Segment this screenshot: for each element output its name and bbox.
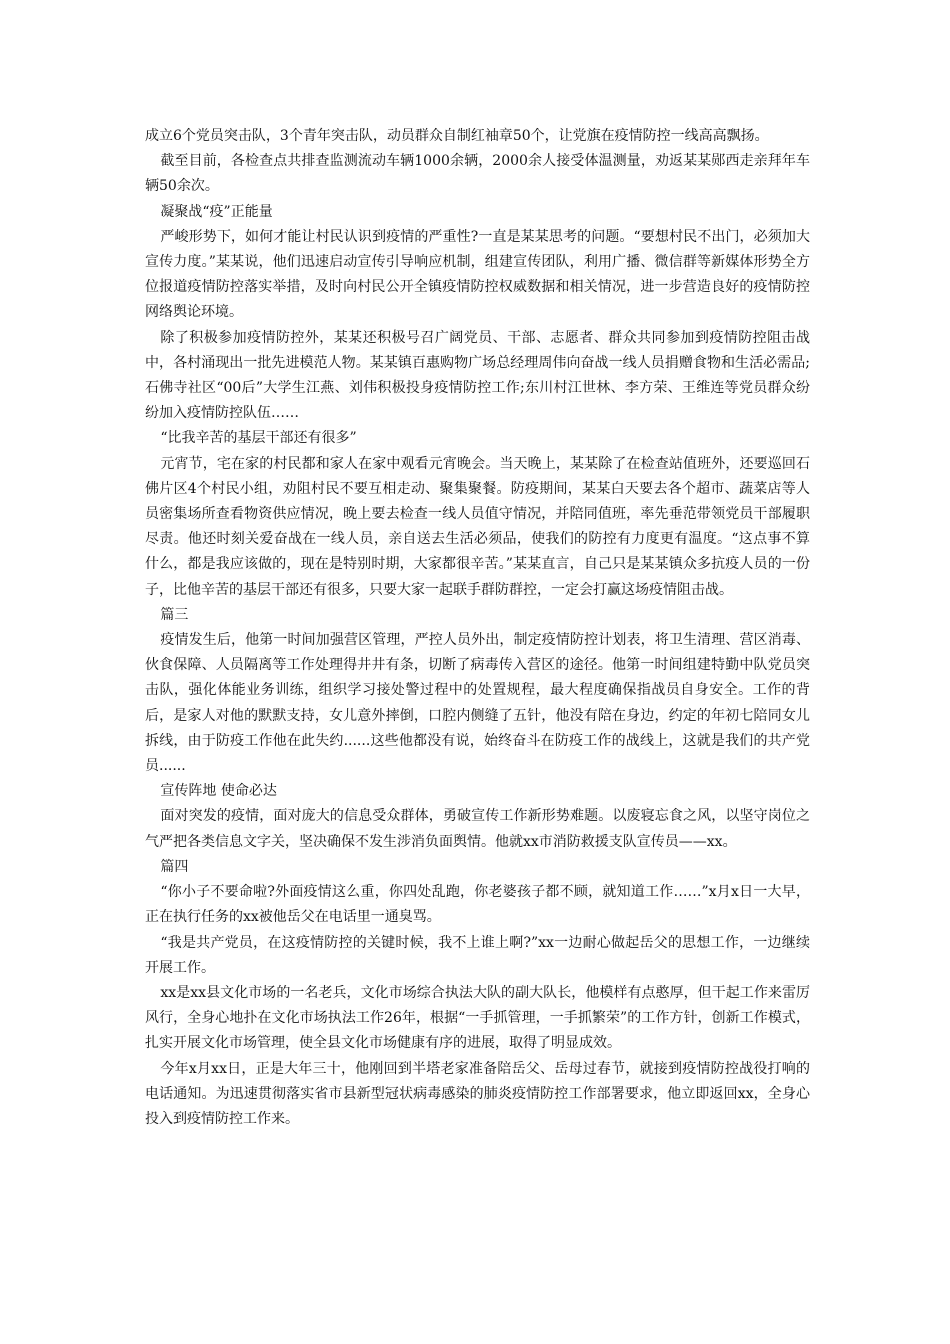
paragraph: 疫情发生后，他第一时间加强营区管理，严控人员外出，制定疫情防控计划表，将卫生清理、营区消毒、伙食保障、人员隔离等工作处理得井井有条，切断了病毒传入营区的途径。他第一时间组建特勤中队党员突击队，强化体能业务训练，组织学习接处警过程中的处置规程，最大程度确保指战员自身安全。工作的背后，是家人对他的默默支持，女儿意外摔倒，口腔内侧缝了五针，他没有陪在身边，约定的年初七陪同女儿拆线，由于防疫工作他在此失约......这些他都没有说，始终奋斗在防疫工作的战线上，这就是我们的共产党员......: [145, 632, 810, 775]
paragraph-continuation: 成立6个党员突击队，3个青年突击队，动员群众自制红袖章50个，让党旗在疫情防控一线高高飘扬。: [145, 128, 769, 144]
section-heading: 凝聚战“疫”正能量: [160, 203, 273, 220]
paragraph: 元宵节，宅在家的村民都和家人在家中观看元宵晚会。当天晚上，某某除了在检查站值班外，还要巡回石佛片区4个村民小组，劝阻村民不要互相走动、聚集聚餐。防疫期间，某某白天要去各个超市、蔬菜店等人员密集场所查看物资供应情况，晚上要去检查一线人员值守情况，并陪同值班，率先垂范带领党员干部履职尽责。他还时刻关爱奋战在一线人员，亲自送去生活必须品，使我们的防控有力度更有温度。“这点事不算什么，都是我应该做的，现在是特别时期，大家都很辛苦。”某某直言，自己只是某某镇众多抗疫人员的一份子，比他辛苦的基层干部还有很多，只要大家一起联手群防群控，一定会打赢这场疫情阻击战。: [145, 455, 810, 598]
paragraph: xx是xx县文化市场的一名老兵，文化市场综合执法大队的副大队长，他模样有点憨厚，但干起工作来雷厉风行，全身心地扑在文化市场执法工作26年，根据“一手抓管理，一手抓繁荣”的工作方针，创新工作模式，扎实开展文化市场管理，使全县文化市场健康有序的进展，取得了明显成效。: [145, 984, 810, 1052]
paragraph: “你小子不要命啦?外面疫情这么重，你四处乱跑，你老婆孩子都不顾，就知道工作……”x月x日一大早，正在执行任务的xx被他岳父在电话里一通臭骂。: [145, 884, 810, 926]
paragraph: “我是共产党员，在这疫情防控的关键时候，我不上谁上啊?”xx一边耐心做起岳父的思想工作，一边继续开展工作。: [145, 934, 810, 976]
chapter-heading: 篇三: [160, 606, 189, 623]
document-page: [145, 124, 810, 1132]
paragraph: 今年x月xx日，正是大年三十，他刚回到半塔老家准备陪岳父、岳母过春节，就接到疫情防控战役打响的电话通知。为迅速贯彻落实省市县新型冠状病毒感染的肺炎疫情防控工作部署要求，他立即返回xx，全身心投入到疫情防控工作来。: [145, 1060, 810, 1127]
paragraph: 除了积极参加疫情防控外，某某还积极号召广阔党员、干部、志愿者、群众共同参加到疫情防控阻击战中，各村涌现出一批先进模范人物。某某镇百惠购物广场总经理周伟向奋战一线人员捐赠食物和生活必需品;石佛寺社区“00后”大学生江燕、刘伟积极投身疫情防控工作;东川村江世林、李方荣、王维连等党员群众纷纷加入疫情防控队伍……: [145, 329, 810, 422]
section-heading: “比我辛苦的基层干部还有很多”: [160, 430, 357, 447]
paragraph: 截至目前，各检查点共排查监测流动车辆1000余辆，2000余人接受体温测量，劝返某某郧西走亲拜年车辆50余次。: [145, 153, 810, 195]
section-heading: 宣传阵地 使命必达: [160, 783, 277, 800]
paragraph: 严峻形势下，如何才能让村民认识到疫情的严重性?一直是某某思考的问题。“要想村民不出门，必须加大宣传力度。”某某说，他们迅速启动宣传引导响应机制，组建宣传团队，利用广播、微信群等新媒体形势全方位报道疫情防控落实举措，及时向村民公开全镇疫情防控权威数据和相关情况，进一步营造良好的疫情防控网络舆论环境。: [145, 228, 810, 321]
paragraph: 面对突发的疫情，面对庞大的信息受众群体，勇破宣传工作新形势难题。以废寝忘食之风，以坚守岗位之气严把各类信息文字关，坚决确保不发生涉消负面舆情。他就xx市消防救援支队宣传员——xx。: [145, 808, 810, 850]
chapter-heading: 篇四: [160, 858, 189, 875]
